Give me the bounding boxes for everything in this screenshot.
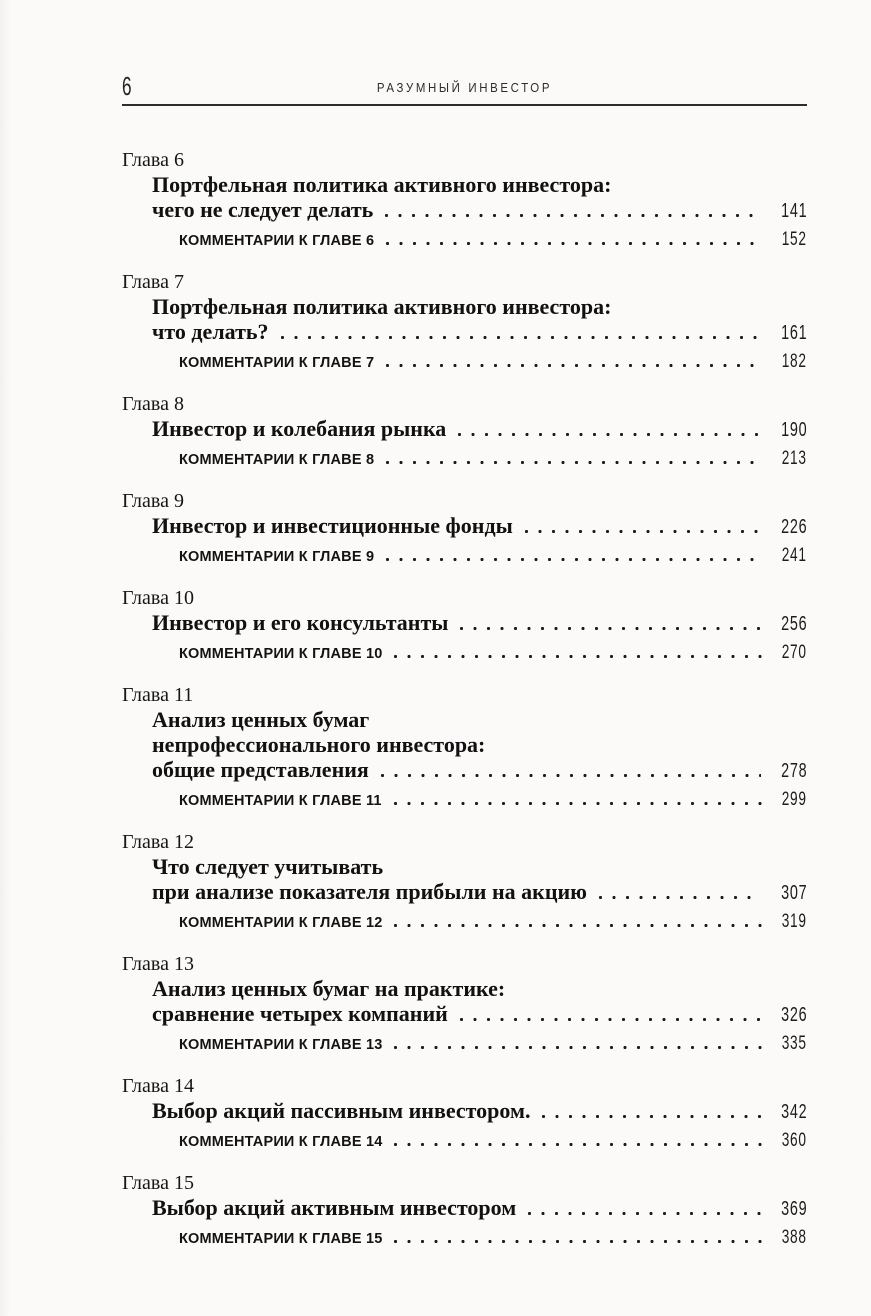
title-leader-row xyxy=(152,513,807,540)
chapter-number: Глава 10 xyxy=(122,587,194,609)
comment-label: КОММЕНТАРИИ К ГЛАВЕ 12 xyxy=(179,915,383,931)
toc-entry xyxy=(122,830,807,936)
title-line: чего не следует делать xyxy=(152,197,374,222)
toc-entry xyxy=(122,952,807,1058)
chapter-number: Глава 11 xyxy=(122,684,194,706)
dot-leader xyxy=(394,802,763,805)
toc-entry xyxy=(122,148,807,254)
chapter-number: Глава 14 xyxy=(122,1075,194,1097)
chapter-number: Глава 6 xyxy=(122,149,184,171)
dot-leader xyxy=(394,655,762,658)
chapter-title xyxy=(152,416,807,443)
title-leader-row xyxy=(152,416,807,443)
dot-leader xyxy=(460,627,760,630)
title-line: Портфельная политика активного инвестора: xyxy=(152,294,612,319)
toc-entry xyxy=(122,1171,807,1252)
comment-row xyxy=(179,787,807,814)
comment-row xyxy=(179,1225,807,1252)
comment-label: КОММЕНТАРИИ К ГЛАВЕ 8 xyxy=(179,452,375,468)
title-line: что делать? xyxy=(152,319,269,344)
toc-entry xyxy=(122,1074,807,1155)
chapter-number: Глава 7 xyxy=(122,271,184,293)
page-ref: 256 xyxy=(780,613,807,635)
chapter-number: Глава 13 xyxy=(122,953,194,975)
toc-list xyxy=(122,106,807,1252)
comment-row xyxy=(179,349,807,376)
comment-page-ref: 335 xyxy=(782,1033,807,1054)
dot-leader xyxy=(386,461,762,464)
dot-leader xyxy=(381,774,761,777)
chapter-title xyxy=(152,707,807,784)
toc-entry xyxy=(122,586,807,667)
page-ref: 369 xyxy=(780,1198,807,1220)
chapter-title xyxy=(152,854,807,906)
title-line: Портфельная политика активного инвестора: xyxy=(152,172,612,197)
chapter-number: Глава 12 xyxy=(122,831,194,853)
page-ref: 307 xyxy=(780,882,807,904)
dot-leader xyxy=(460,1018,761,1021)
title-line: Анализ ценных бумаг на практике: xyxy=(152,976,506,1001)
page-header xyxy=(122,71,807,101)
toc-entry xyxy=(122,683,807,814)
toc-entry xyxy=(122,392,807,473)
comment-label: КОММЕНТАРИИ К ГЛАВЕ 14 xyxy=(179,1134,383,1150)
dot-leader xyxy=(394,1143,762,1146)
title-line: Инвестор и инвестиционные фонды xyxy=(152,513,513,538)
comment-row xyxy=(179,543,807,570)
comment-row xyxy=(179,909,807,936)
comment-row xyxy=(179,1031,807,1058)
chapter-title xyxy=(152,513,807,540)
dot-leader xyxy=(385,214,760,217)
chapter-title xyxy=(152,294,807,346)
chapter-number: Глава 15 xyxy=(122,1172,194,1194)
dot-leader xyxy=(281,336,761,339)
comment-page-ref: 152 xyxy=(782,229,807,250)
title-leader-row xyxy=(152,757,807,784)
page-ref: 342 xyxy=(780,1101,807,1123)
title-leader-row xyxy=(152,1001,807,1028)
comment-page-ref: 182 xyxy=(782,351,807,372)
comment-label: КОММЕНТАРИИ К ГЛАВЕ 11 xyxy=(179,793,382,809)
comment-label: КОММЕНТАРИИ К ГЛАВЕ 10 xyxy=(179,646,383,662)
dot-leader xyxy=(394,1046,762,1049)
comment-page-ref: 270 xyxy=(782,642,807,663)
title-line: Инвестор и его консультанты xyxy=(152,610,449,635)
dot-leader xyxy=(458,433,760,436)
comment-label: КОММЕНТАРИИ К ГЛАВЕ 6 xyxy=(179,233,375,249)
chapter-number: Глава 9 xyxy=(122,490,184,512)
page-ref: 326 xyxy=(780,1004,807,1026)
title-line: Выбор акций пассивным инвестором. xyxy=(152,1098,531,1123)
comment-label: КОММЕНТАРИИ К ГЛАВЕ 13 xyxy=(179,1037,383,1053)
chapter-title xyxy=(152,172,807,224)
dot-leader xyxy=(394,924,762,927)
title-leader-row xyxy=(152,610,807,637)
chapter-title xyxy=(152,1098,807,1125)
comment-label: КОММЕНТАРИИ К ГЛАВЕ 15 xyxy=(179,1231,383,1247)
comment-label: КОММЕНТАРИИ К ГЛАВЕ 7 xyxy=(179,355,375,371)
title-leader-row xyxy=(152,197,807,224)
toc-entry xyxy=(122,489,807,570)
page-ref: 278 xyxy=(780,760,807,782)
comment-label: КОММЕНТАРИИ К ГЛАВЕ 9 xyxy=(179,549,375,565)
title-line: Выбор акций активным инвестором xyxy=(152,1195,517,1220)
dot-leader xyxy=(528,1212,760,1215)
title-line: непрофессионального инвестора: xyxy=(152,732,486,757)
page-ref: 161 xyxy=(780,322,807,344)
dot-leader xyxy=(386,364,762,367)
running-title: РАЗУМНЫЙ ИНВЕСТОР xyxy=(376,80,553,95)
comment-row xyxy=(179,227,807,254)
title-line: общие представления xyxy=(152,757,369,782)
dot-leader xyxy=(394,1240,762,1243)
comment-page-ref: 241 xyxy=(782,545,807,566)
page-number: 6 xyxy=(122,71,132,101)
chapter-number: Глава 8 xyxy=(122,393,184,415)
title-leader-row xyxy=(152,1195,807,1222)
comment-page-ref: 319 xyxy=(782,911,807,932)
title-leader-row xyxy=(152,319,807,346)
title-line: Инвестор и колебания рынка xyxy=(152,416,447,441)
title-line: при анализе показателя прибыли на акцию xyxy=(152,879,587,904)
title-leader-row xyxy=(152,879,807,906)
dot-leader xyxy=(599,896,761,899)
page-ref: 141 xyxy=(780,200,807,222)
dot-leader xyxy=(386,558,762,561)
comment-page-ref: 299 xyxy=(782,789,807,810)
comment-row xyxy=(179,1128,807,1155)
dot-leader xyxy=(386,242,762,245)
dot-leader xyxy=(525,530,761,533)
comment-page-ref: 213 xyxy=(782,448,807,469)
dot-leader xyxy=(542,1115,760,1118)
title-line: Что следует учитывать xyxy=(152,854,384,879)
chapter-title xyxy=(152,610,807,637)
comment-row xyxy=(179,446,807,473)
title-line: сравнение четырех компаний xyxy=(152,1001,448,1026)
chapter-title xyxy=(152,976,807,1028)
title-line: Анализ ценных бумаг xyxy=(152,707,370,732)
chapter-title xyxy=(152,1195,807,1222)
comment-row xyxy=(179,640,807,667)
comment-page-ref: 360 xyxy=(782,1130,807,1151)
toc-entry xyxy=(122,270,807,376)
title-leader-row xyxy=(152,1098,807,1125)
page-ref: 226 xyxy=(780,516,807,538)
comment-page-ref: 388 xyxy=(782,1227,807,1248)
page-ref: 190 xyxy=(780,419,807,441)
